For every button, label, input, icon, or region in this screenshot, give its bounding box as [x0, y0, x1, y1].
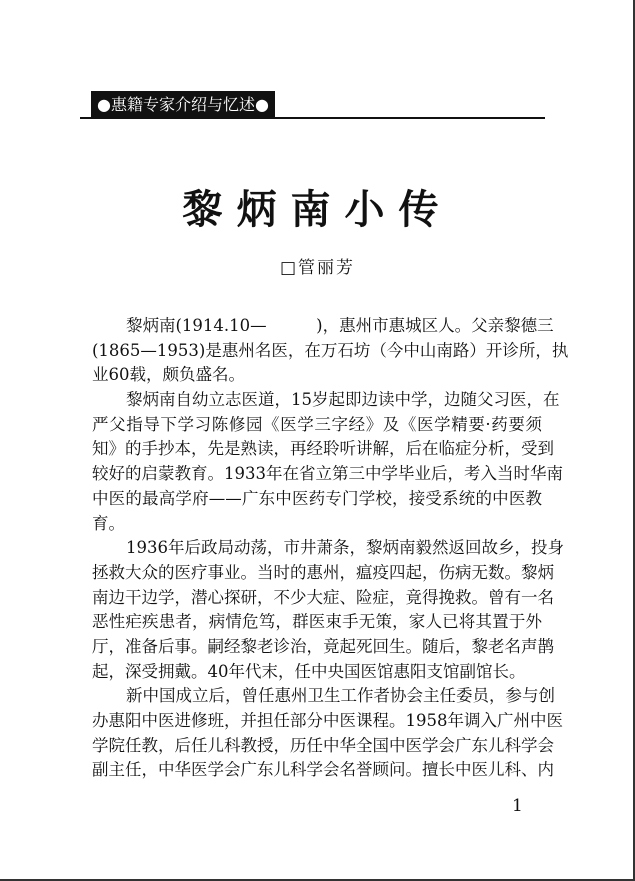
- article-title: 黎炳南小传: [182, 186, 453, 233]
- paragraph-line: 恶性疟疾患者，病情危笃，群医束手无策，家人已将其置于外: [92, 612, 542, 632]
- paragraph-line: 厅，准备后事。嗣经黎老诊治，竟起死回生。随后，黎老名声鹊: [92, 636, 554, 656]
- paragraph-line: 拯救大众的医疗事业。当时的惠州，瘟疫四起，伤病无数。黎炳: [92, 562, 554, 582]
- paragraph-line: 副主任，中华医学会广东儿科学会名誉顾问。擅长中医儿科、内: [92, 760, 554, 780]
- article-body: [92, 314, 569, 783]
- paragraph-line: 南边干边学，潜心探研，不少大症、险症，竟得挽救。曾有一名: [92, 587, 554, 607]
- article-author: □管丽芳: [279, 258, 356, 278]
- paragraph-line: 中医的最高学府——广东中医药专门学校，接受系统的中医教: [92, 488, 542, 508]
- paragraph-line: 知》的手抄本，先是熟读，再经聆听讲解，后在临症分析，受到: [92, 439, 554, 459]
- paragraph-line: 学院任教，后任儿科教授，历任中华全国中医学会广东儿科学会: [92, 735, 554, 755]
- paragraph-line: 起，深受拥戴。40年代末，任中央国医馆惠阳支馆副馆长。: [92, 661, 526, 681]
- paragraph-line: 黎炳南(1914.10— )，惠州市惠城区人。父亲黎德三: [126, 316, 554, 335]
- paragraph-line: 育。: [92, 513, 125, 533]
- page-number: 1: [512, 796, 523, 816]
- paragraph-line: 黎炳南自幼立志医道，15岁起即边读中学，边随父习医，在: [126, 390, 560, 410]
- paragraph-line: 业60载，颇负盛名。: [92, 365, 245, 385]
- header-rule: [80, 117, 545, 119]
- paragraph-line: (1865—1953)是惠州名医，在万石坊（今中山南路）开诊所，执: [92, 340, 569, 360]
- section-header: ●惠籍专家介绍与忆述●: [91, 91, 275, 118]
- paragraph-line: 新中国成立后，曾任惠州卫生工作者协会主任委员，参与创: [126, 686, 555, 706]
- paragraph-line: 严父指导下学习陈修园《医学三字经》及《医学精要·药要须: [92, 414, 542, 434]
- paragraph-line: 较好的启蒙教育。1933年在省立第三中学毕业后，考入当时华南: [92, 464, 563, 484]
- paragraph-line: 1936年后政局动荡，市井萧条，黎炳南毅然返回故乡，投身: [126, 538, 564, 558]
- paragraph-line: 办惠阳中医进修班，并担任部分中医课程。1958年调入广州中医: [92, 711, 563, 730]
